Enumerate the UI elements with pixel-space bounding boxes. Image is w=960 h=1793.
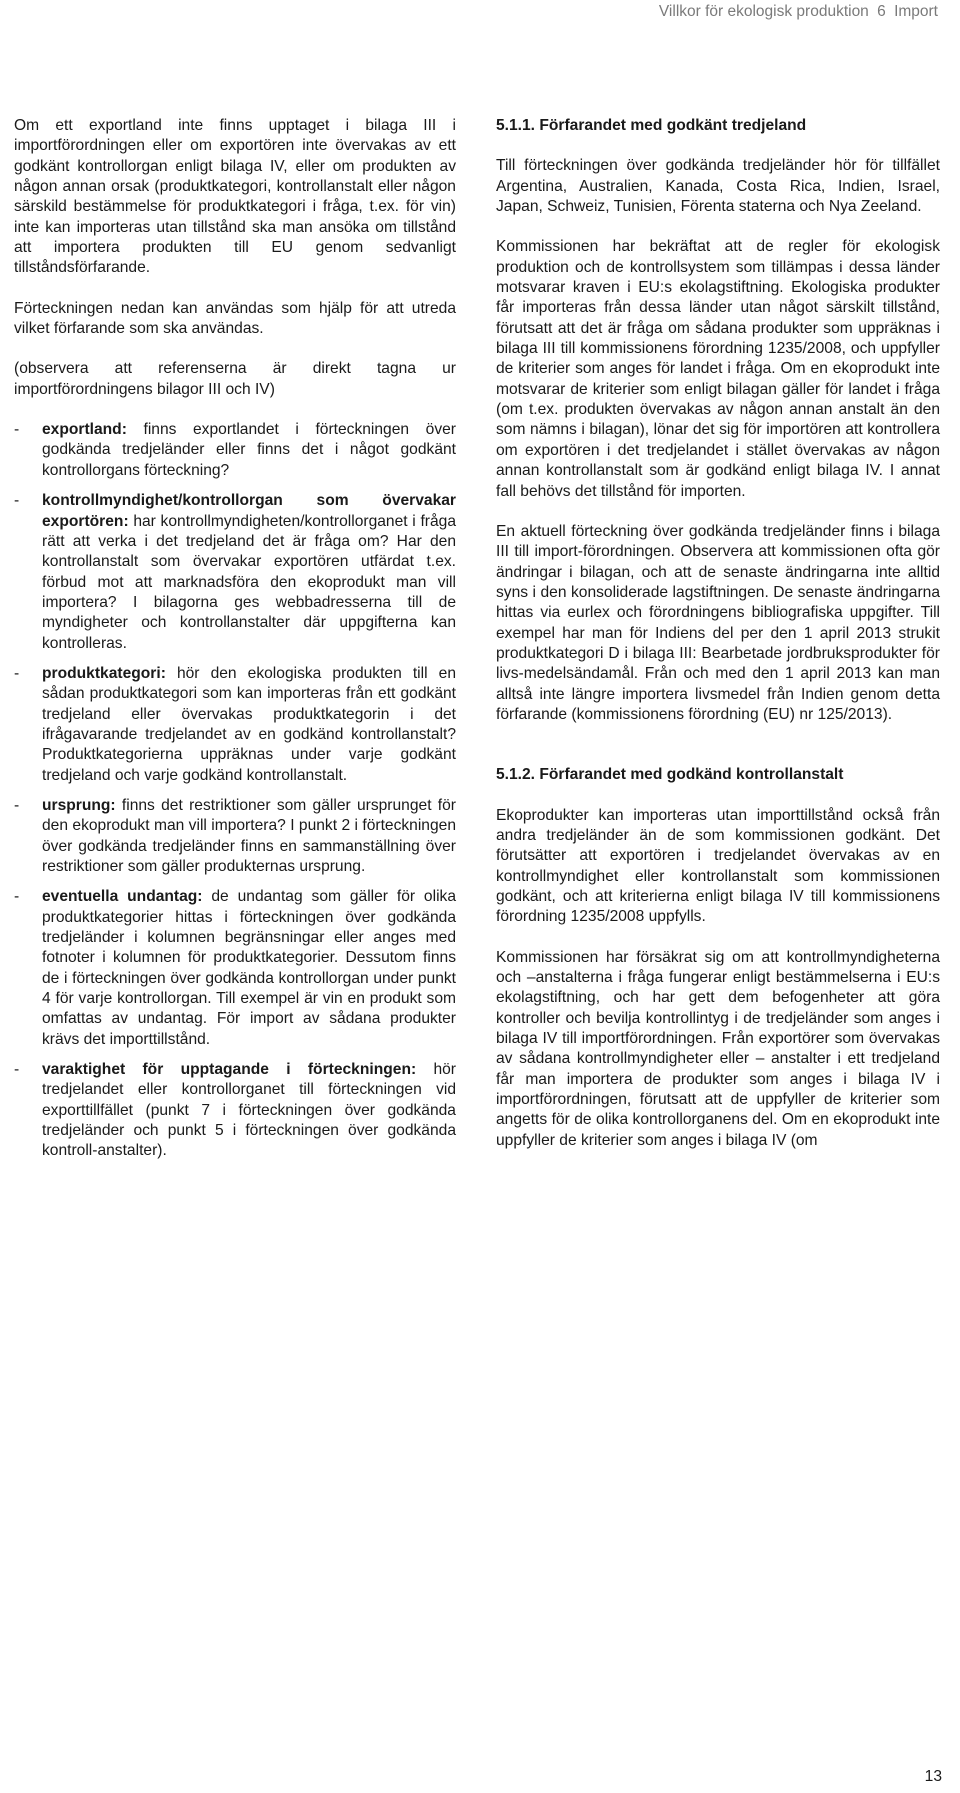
- intro-paragraph: Om ett exportland inte finns upptaget i bilaga III i importförordningen eller om exportören inte övervakas av ett godkänt kontrollorgan enligt bilaga IV, eller om produkten av någon annan orsak (produktkategori, kontrollanstalt eller någon särskild bestämmelse för produktkategori i fråga, t.ex. för vin) inte kan importeras utan tillstånd ska man ansöka om tillstånd att importera produkten till EU genom sedvanligt tillståndsförfarande.: [14, 117, 456, 277]
- list-text: hör tredjelandet eller kontrollorganet till förteckningen vid exporttillfället (punkt 7 i förteckningen över godkända tredjeländer och punkt 5 i förteckningen över godkända kontroll-anstalter).: [42, 1061, 457, 1160]
- list-text: de undantag som gäller för olika produktkategorier hittas i förteckningen över godkända tredjeländer i kolumnen begränsningar eller anges med fotnoter i kolumnen för produktkategorier. Dessutom finns de i förteckningen över godkända kontrollorgan under punkt 4 för varje kontrollorgan. Till exempel är vin en produkt som omfattas av undantag. För import av sådana produkter krävs det importtillstånd.: [42, 888, 457, 1048]
- list-item: [14, 1060, 456, 1162]
- list-dash: -: [14, 492, 20, 510]
- commission-confirmation-paragraph: Kommissionen har bekräftat att de regler för ekologisk produktion och de kontrollsystem som tillämpas i dessa länder motsvarar kraven i EU:s ekolagstiftning. Ekologiska produkter får importeras från dessa länder utan något särskilt tillstånd, förutsatt att det är fråga om sådana produkter som uppräknas i bilaga III till kommissionens förordning 1235/2008, och uppfyller de kriterier som anges för landet i fråga. Om en ekoprodukt inte motsvarar de kriterier som enligt bilagan gäller för landet i fråga (om t.ex. produkten övervakas av någon annan anstalt än den som nämns i bilagan), lönar det sig för importören att kontrollera om exportören i det tredjelandet i stället övervakas av någon annan kontrollanstalt som är godkänd enligt bilaga IV. I annat fall behövs det tillstånd för importen.: [496, 238, 940, 500]
- list-term: produktkategori:: [42, 664, 166, 682]
- list-term: eventuella undantag:: [42, 888, 203, 906]
- list-item: [14, 887, 456, 1050]
- page-number: 13: [924, 1768, 942, 1785]
- section-heading-5-1-2: 5.1.2. Förfarandet med godkänd kontrollanstalt: [496, 766, 844, 784]
- list-dash: -: [14, 1061, 20, 1079]
- right-column: [496, 116, 940, 1151]
- list-term: varaktighet för upptagande i förteckningen:: [42, 1061, 417, 1079]
- list-text: finns exportlandet i förteckningen över godkända tredjeländer eller finns det i något godkänt kontrollorgans förteckning?: [42, 421, 456, 479]
- approved-countries-paragraph: Till förteckningen över godkända tredjeländer hör för tillfället Argentina, Australien, Kanada, Costa Rica, Indien, Israel, Japan, Schweiz, Tunisien, Förenta staterna och Nya Zeeland.: [496, 157, 940, 216]
- header-section: Import: [894, 3, 938, 20]
- left-column: [14, 116, 456, 1172]
- reference-note-paragraph: (observera att referenserna är direkt tagna ur importförordningens bilagor III och IV): [14, 360, 456, 398]
- list-text: hör den ekologiska produkten till en sådan produktkategori som kan importeras från ett godkänt tredjeland eller övervakas produktkategorin i det ifrågavarande tredjelandet av en godkänd kontrollanstalt? Produktkategorierna uppräknas under varje godkänt tredjeland och varje godkänd kontrollanstalt.: [42, 664, 456, 784]
- list-item: [14, 420, 456, 481]
- criteria-list: [14, 420, 456, 1162]
- list-purpose-paragraph: Förteckningen nedan kan användas som hjälp för att utreda vilket förfarande som ska användas.: [14, 299, 456, 338]
- list-dash: -: [14, 664, 20, 682]
- list-term: ursprung:: [42, 796, 116, 814]
- section-heading-5-1-1: 5.1.1. Förfarandet med godkänt tredjeland: [496, 117, 807, 134]
- list-dash: -: [14, 421, 20, 439]
- list-item: [14, 664, 456, 786]
- control-body-paragraph: Ekoprodukter kan importeras utan importtillstånd också från andra tredjeländer än de som kommissionen godkänt. Det förutsätter att exportören i tredjelandet övervakas av en kontrollmyndighet eller kontrollanstalt som kommissionen godkänt, och att kriterierna enligt bilaga IV till kommissionens förordning 1235/2008 uppfylls.: [496, 806, 940, 926]
- list-dash: -: [14, 796, 20, 814]
- commission-assurance-paragraph: Kommissionen har försäkrat sig om att kontrollmyndigheterna och –anstalterna i fråga fungerar enligt bestämmelserna i EU:s ekolagstiftning, och har gett dem befogenheter att göra kontroller och bevilja kontrollintyg i de tredjeländer som anges i bilaga IV till importförordningen. Från exportörer som övervakas av sådana kontrollmyndigheter eller – anstalter i ett tredjeland får man importera de produkter som anges i bilaga IV i importförordningen, förutsatt att de uppfyller de kriterier som angetts för de olika kontrollorganens del. Om en ekoprodukt inte uppfyller de kriterier som anges i bilaga IV (om: [496, 948, 940, 1149]
- list-item: [14, 491, 456, 654]
- current-list-paragraph: En aktuell förteckning över godkända tredjeländer finns i bilaga III till import-förordningen. Observera att kommissionen ofta gör ändringar i bilagan, och att de senaste ändringarna inte alltid syns i den konsoliderade lagstiftningen. De senaste ändringarna hittas via eurlex och förordningens bibliografiska uppgifter. Till exempel har man för Indiens del per den 1 april 2013 strukit produktkategori D i bilaga III: Bearbetade jordbruksprodukter för livs-medelsändamål. Från och med den 1 april 2013 kan man alltså inte längre importera livsmedel från Indien genom detta förfarande (kommissionens förordning (EU) nr 125/2013).: [496, 522, 940, 723]
- list-item: [14, 796, 456, 877]
- header-chapter: 6: [877, 3, 886, 20]
- list-text: finns det restriktioner som gäller ursprunget för den ekoprodukt man vill importera? I punkt 2 i förteckningen över godkända tredjeländer finns en sammanställning över restriktioner som gäller produkternas ursprung.: [42, 796, 456, 875]
- list-term: exportland:: [42, 421, 127, 439]
- list-term: kontrollmyndighet/kontrollorgan som övervakar exportören:: [42, 492, 456, 530]
- list-dash: -: [14, 888, 20, 906]
- list-text: har kontrollmyndigheten/kontrollorganet i fråga rätt att verka i det tredjeland det är fråga om? Har den kontrollanstalt som övervakar exportören utfärdat t.ex. förbud mot att marknadsföra den ekoprodukt man vill importera? I bilagorna ges webbadresserna till de myndigheter och kontrollanstalter där uppgifterna kan kontrolleras.: [42, 512, 456, 652]
- header-title: Villkor för ekologisk produktion: [658, 3, 869, 20]
- running-header: [0, 0, 960, 34]
